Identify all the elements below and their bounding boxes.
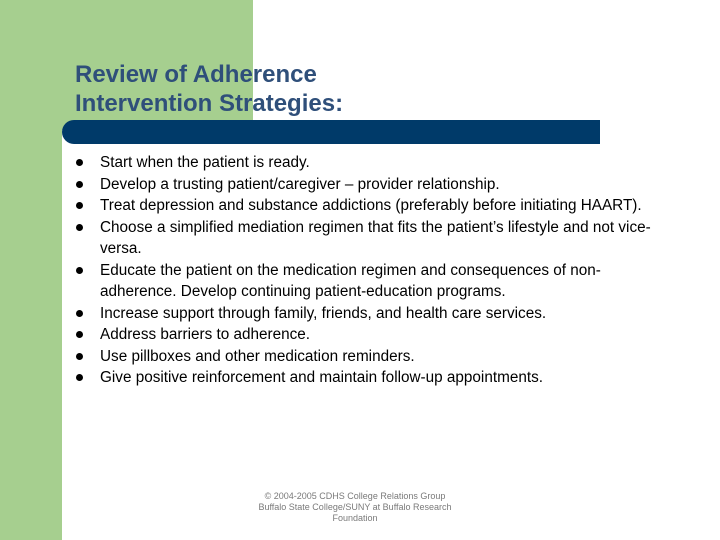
copyright-footer: [230, 491, 480, 524]
slide-title-line-2: Intervention Strategies:: [75, 90, 344, 117]
footer-line-2: Buffalo State College/SUNY at Buffalo Research: [258, 502, 452, 512]
bullet-dot-icon: [76, 159, 83, 166]
bullet-dot-icon: [76, 267, 83, 274]
bullet-dot-icon: [76, 331, 83, 338]
bullet-list: [76, 152, 666, 389]
slide-title-line-1: Review of Adherence: [75, 61, 317, 88]
decorative-green-strip: [0, 130, 62, 540]
bullet-text: Treat depression and substance addictions (preferably before initiating HAART).: [100, 197, 642, 214]
bullet-item: [76, 260, 666, 303]
bullet-item: [76, 152, 666, 174]
bullet-item: [76, 195, 666, 217]
bullet-dot-icon: [76, 224, 83, 231]
bullet-text: Increase support through family, friends, and health care services.: [100, 304, 547, 322]
slide-title: [75, 60, 595, 118]
title-divider-bar: [62, 120, 600, 144]
bullet-item: [76, 346, 666, 368]
bullet-text: Use pillboxes and other medication reminders.: [100, 347, 415, 365]
bullet-text: Address barriers to adherence.: [100, 326, 311, 343]
bullet-item: [76, 217, 666, 260]
bullet-dot-icon: [76, 374, 83, 381]
bullet-dot-icon: [76, 202, 83, 209]
bullet-dot-icon: [76, 181, 83, 188]
bullet-dot-icon: [76, 353, 83, 360]
bullet-item: [76, 324, 666, 346]
bullet-text: Give positive reinforcement and maintain follow-up appointments.: [100, 369, 543, 386]
bullet-item: [76, 174, 666, 196]
footer-line-1: © 2004-2005 CDHS College Relations Group: [264, 491, 446, 501]
footer-line-3: Foundation: [332, 513, 378, 523]
bullet-text: Develop a trusting patient/caregiver – provider relationship.: [100, 175, 500, 193]
bullet-text: Start when the patient is ready.: [100, 154, 310, 171]
bullet-text: Choose a simplified mediation regimen that fits the patient’s lifestyle and not vice-versa.: [100, 218, 651, 257]
bullet-dot-icon: [76, 310, 83, 317]
bullet-text: Educate the patient on the medication regimen and consequences of non-adherence. Develop continuing patient-education programs.: [100, 261, 601, 300]
bullet-item: [76, 303, 666, 325]
bullet-item: [76, 367, 666, 389]
